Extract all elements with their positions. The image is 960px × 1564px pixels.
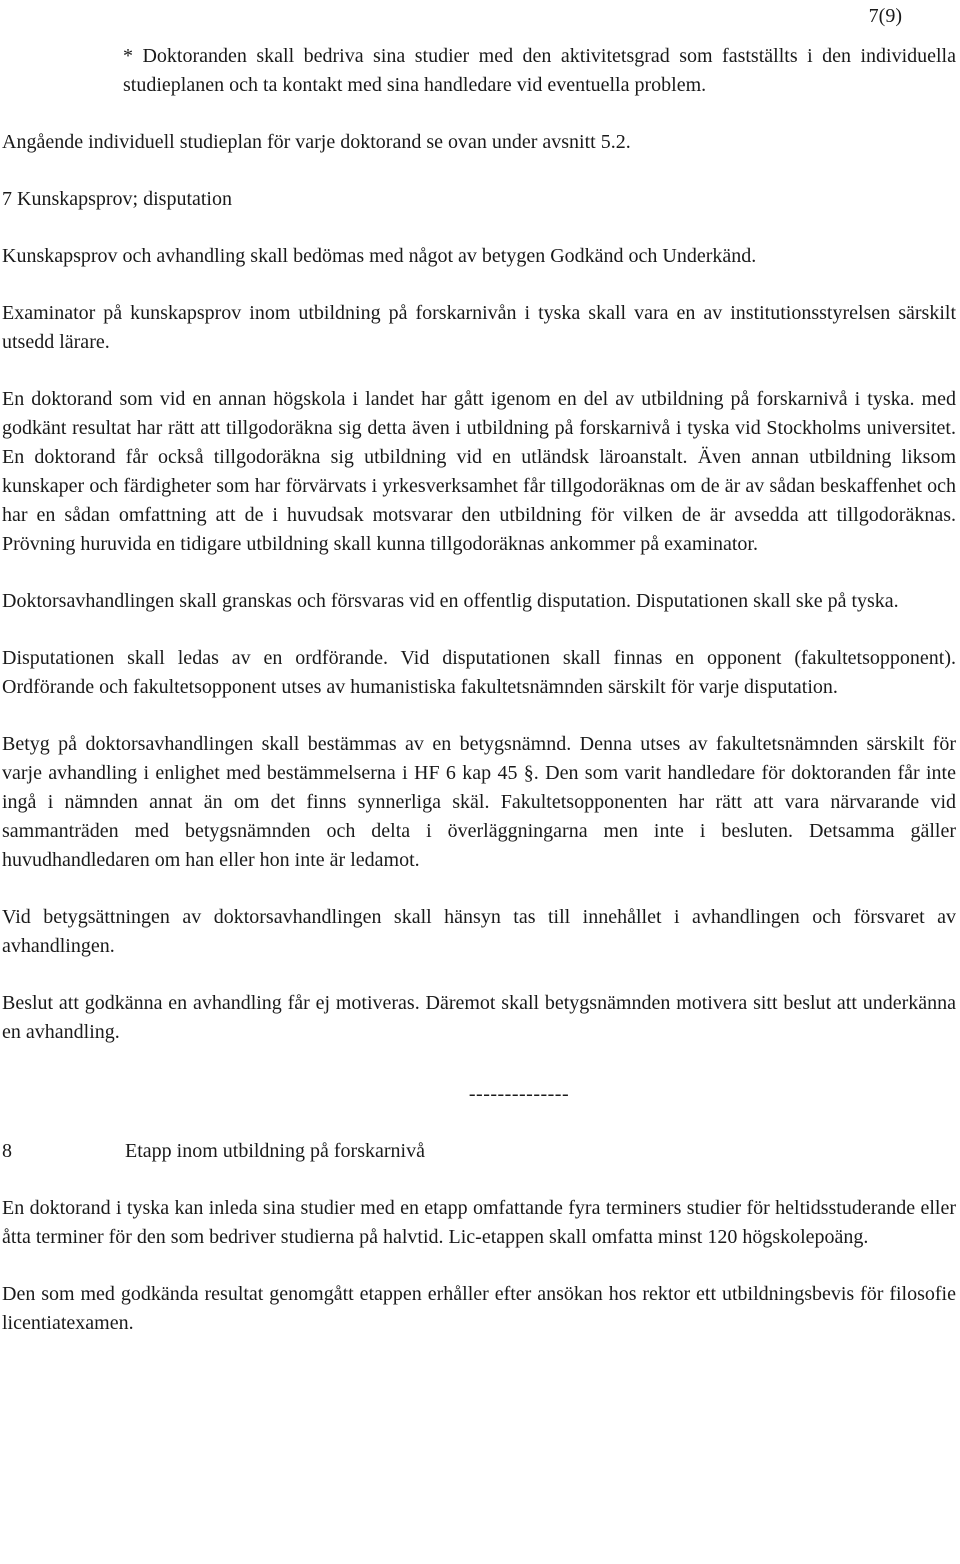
section-divider: -------------- [468,1083,570,1105]
section-7-paragraph-6: Betyg på doktorsavhandlingen skall bestämmas av en betygsnämnd. Denna utses av fakultetsnämnden särskilt för varje avhandling i enlighet med bestämmelserna i HF 6 kap 45 §. Den som varit handledare för doktoranden får inte ingå i nämnden annat än om det finns synnerliga skäl. Fakultetsopponenten har rätt att vara närvarande vid sammanträden med betygsnämnden och delta i överläggningarna men inte i besluten. Detsamma gäller huvudhandledaren om han eller hon inte är ledamot. [2,733,956,871]
section-7-paragraph-8: Beslut att godkänna en avhandling får ej motiveras. Däremot skall betygsnämnden motivera sitt beslut att underkänna en avhandling. [2,992,956,1043]
bullet-paragraph: * Doktoranden skall bedriva sina studier med den aktivitetsgrad som fastställts i den individuella studieplanen och ta kontakt med sina handledare vid eventuella problem. [123,45,956,96]
section-8-paragraph-2: Den som med godkända resultat genomgått etappen erhåller efter ansökan hos rektor ett utbildningsbevis för filosofie licentiatexamen. [2,1283,956,1334]
section-7-paragraph-1: Kunskapsprov och avhandling skall bedömas med något av betygen Godkänd och Underkänd. [2,245,757,267]
section-7-paragraph-5: Disputationen skall ledas av en ordförande. Vid disputationen skall finnas en opponent (fakultetsopponent). Ordförande och fakultetsopponent utses av humanistiska fakultetsnämnden särskilt för varje disputation. [2,647,956,698]
section-8-heading [2,1137,956,1166]
studieplan-paragraph: Angående individuell studieplan för varje doktorand se ovan under avsnitt 5.2. [2,131,631,153]
page-number: 7(9) [868,5,902,27]
section-7-paragraph-3: En doktorand som vid en annan högskola i landet har gått igenom en del av utbildning på forskarnivå i tyska. med godkänt resultat har rätt att tillgodoräkna sig detta även i utbildning på forskarnivå i tyska vid Stockholms universitet. En doktorand får också tillgodoräkna sig utbildning vid en utländsk läroanstalt. Även annan utbildning liksom kunskaper och färdigheter som har förvärvats i yrkesverksamhet får tillgodoräknas om de är av sådan beskaffenhet och har en sådan omfattning att de i huvudsak motsvarar den utbildning för vilken de är avsedda att tillgodoräknas. Prövning huruvida en tidigare utbildning skall kunna tillgodoräknas ankommer på examinator. [2,388,956,555]
section-8-paragraph-1: En doktorand i tyska kan inleda sina studier med en etapp omfattande fyra terminers studier för heltidsstuderande eller åtta terminer för den som bedriver studierna på halvtid. Lic-etappen skall omfatta minst 120 högskolepoäng. [2,1197,956,1248]
section-7-heading: 7 Kunskapsprov; disputation [2,188,232,210]
section-8-number: 8 [2,1140,12,1162]
section-7-paragraph-4: Doktorsavhandlingen skall granskas och försvaras vid en offentlig disputation. Disputationen skall ske på tyska. [2,590,899,612]
section-8-title: Etapp inom utbildning på forskarnivå [125,1140,425,1162]
document-body [2,42,956,1338]
section-7-paragraph-2: Examinator på kunskapsprov inom utbildning på forskarnivån i tyska skall vara en av institutionsstyrelsen särskilt utsedd lärare. [2,302,956,353]
section-7-paragraph-7: Vid betygsättningen av doktorsavhandlingen skall hänsyn tas till innehållet i avhandlingen och försvaret av avhandlingen. [2,906,956,957]
